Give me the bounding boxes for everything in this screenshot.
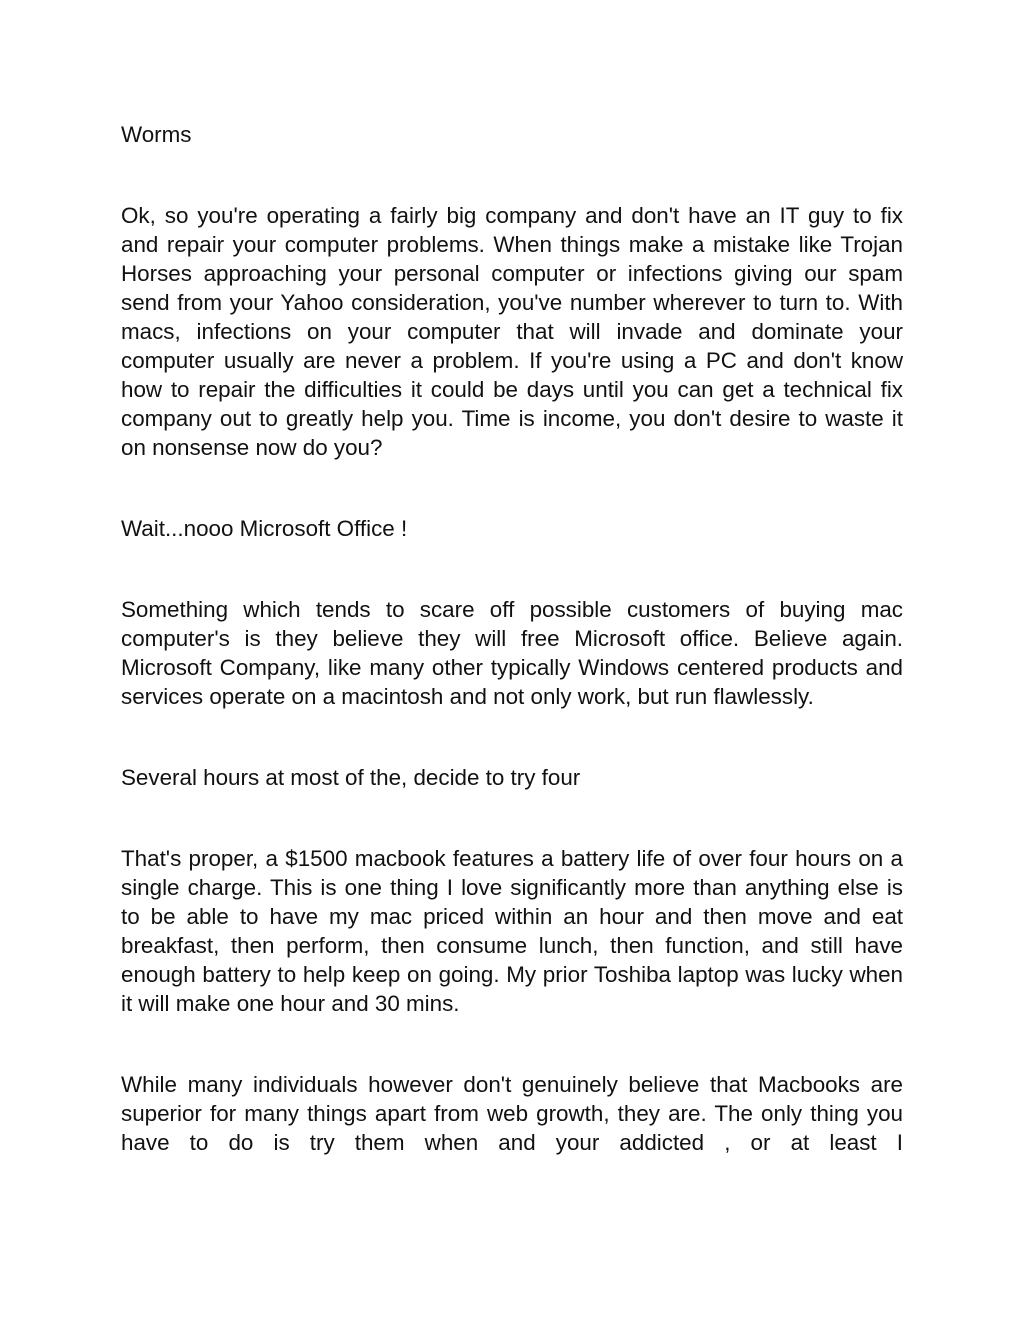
paragraph-microsoft-office: Something which tends to scare off possible customers of buying mac computer's is they believe they will free Microsoft office. Believe again. Microsoft Company, like many other typically Windows centered products and services operate on a macintosh and not only work, but run flawlessly. <box>121 597 903 709</box>
paragraph-worms: Ok, so you're operating a fairly big company and don't have an IT guy to fix and repair your computer problems. When things make a mistake like Trojan Horses approaching your personal computer or infections giving our spam send from your Yahoo consideration, you've number wherever to turn to. With macs, infections on your computer that will invade and dominate your computer usually are never a problem. If you're using a PC and don't know how to repair the difficulties it could be days until you can get a technical fix company out to greatly help you. Time is income, you don't desire to waste it on nonsense now do you? <box>121 203 903 460</box>
spacer <box>121 1018 903 1070</box>
section-heading-worms: Worms <box>121 122 192 147</box>
section-heading-microsoft-office: Wait...nooo Microsoft Office ! <box>121 516 408 541</box>
paragraph-battery: That's proper, a $1500 macbook features a battery life of over four hours on a single charge. This is one thing I love significantly more than anything else is to be able to have my mac priced within an hour and then move and eat breakfast, then perform, then consume lunch, then function, and still have enough battery to help keep on going. My prior Toshiba laptop was lucky when it will make one hour and 30 mins. <box>121 846 903 1016</box>
spacer <box>121 543 903 595</box>
spacer <box>121 462 903 514</box>
section-heading-battery: Several hours at most of the, decide to try four <box>121 765 581 790</box>
document-page <box>121 120 903 1220</box>
paragraph-macbooks: While many individuals however don't genuinely believe that Macbooks are superior for many things apart from web growth, they are. The only thing you have to do is try them when and your addicted , or at least I <box>121 1072 903 1155</box>
spacer <box>121 711 903 763</box>
spacer <box>121 149 903 201</box>
spacer <box>121 792 903 844</box>
